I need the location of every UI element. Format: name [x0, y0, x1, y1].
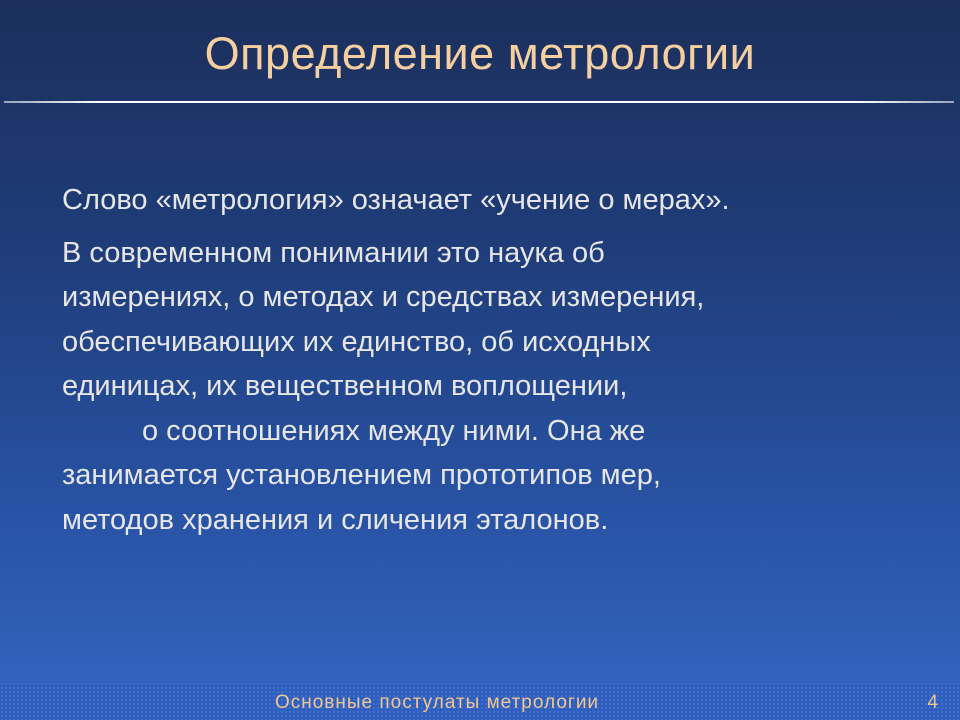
body-line: В современном понимании это наука об — [62, 236, 605, 269]
body-line: измерениях, о методах и средствах измерения, — [62, 281, 705, 313]
body-line: методов хранения и сличения эталонов. — [62, 503, 609, 536]
body-line: обеспечивающих их единство, об исходных — [62, 325, 651, 358]
slide-title: Определение метрологии — [204, 28, 756, 79]
body-line: единицах, их вещественном воплощении, — [62, 370, 628, 402]
body-line: Слово «метрология» означает «учение о мерах». — [62, 184, 730, 216]
body-line: занимается установлением прототипов мер, — [62, 459, 661, 491]
title-divider — [4, 101, 954, 103]
slide-body — [62, 178, 942, 542]
body-line-text: о соотношениях между ними. Она же — [142, 414, 646, 447]
page-number: 4 — [927, 692, 938, 713]
footer-title: Основные постулаты метрологии — [274, 692, 600, 713]
slide-footer — [0, 682, 960, 720]
body-line-indented — [62, 409, 942, 454]
